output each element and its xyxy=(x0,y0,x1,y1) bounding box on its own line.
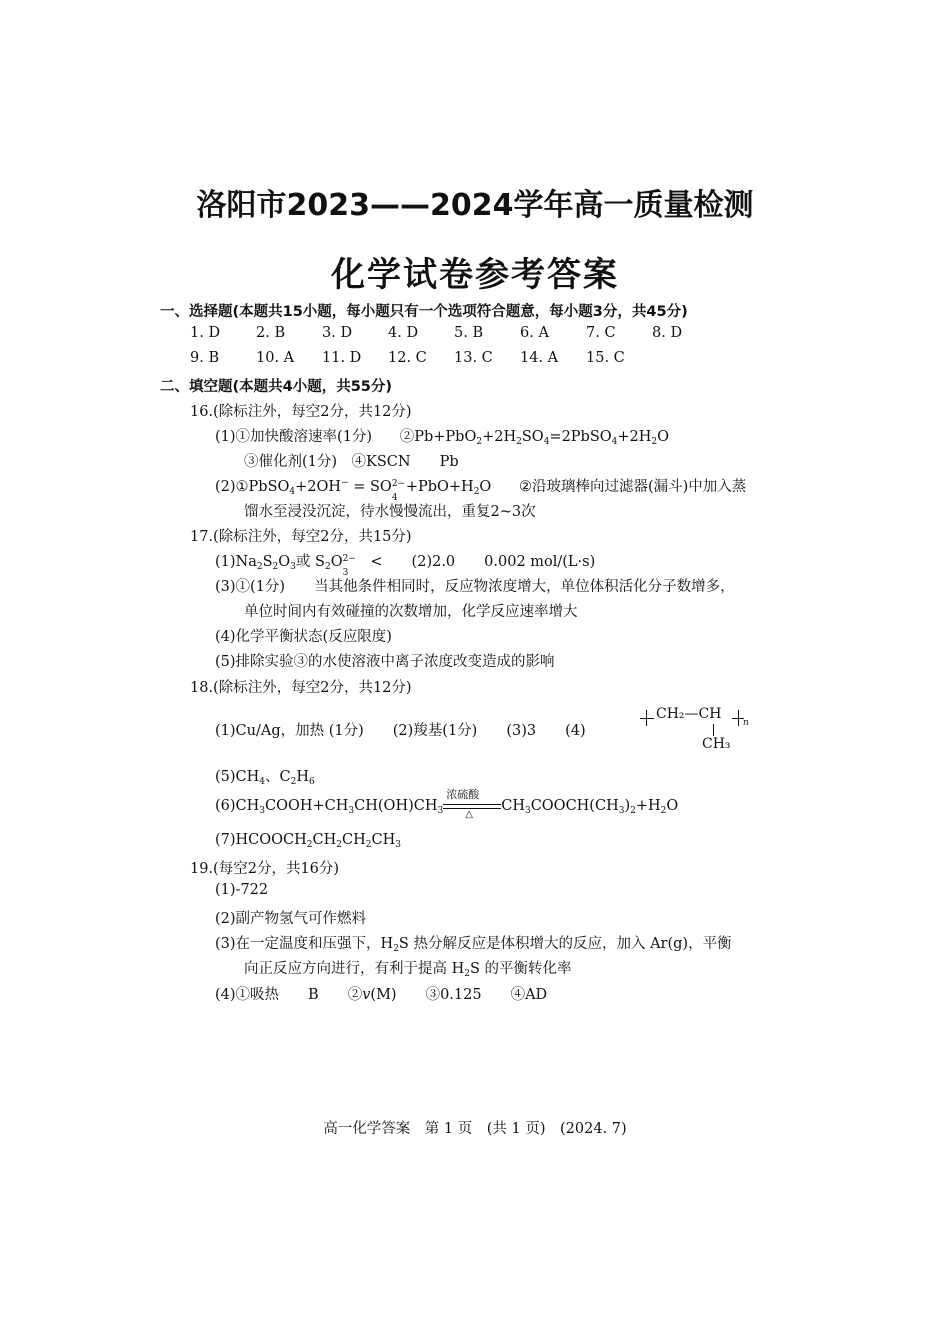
q18-6f: ) xyxy=(624,798,631,814)
q16-1c: +2H xyxy=(482,429,517,445)
q18-6b: COOH+CH xyxy=(265,798,349,814)
q17-1d: 或 S xyxy=(295,554,325,570)
q17-header: 17.(除标注外，每空2分，共15分) xyxy=(190,529,412,545)
q18-line-5: $(5)CH_4$、$C_2H_6$ xyxy=(215,769,315,787)
q16-1f: +2H xyxy=(617,429,652,445)
section-2-header: 二、填空题(本题共4小题，共55分) xyxy=(160,379,393,395)
q19-5b: v xyxy=(362,987,371,1003)
structure-methyl: CH₃ xyxy=(702,736,731,752)
q19-line-4: 向正反应方向进行，有利于提高 $H_2S$ 的平衡转化率 xyxy=(244,961,572,979)
q16-1e: =2PbSO xyxy=(549,429,612,445)
q19-5c: (M) ③0.125 ④AD xyxy=(370,987,548,1003)
q18-5a: (5)CH xyxy=(215,769,260,785)
q17-1b: S xyxy=(262,554,273,570)
q17-line-1: $(1)Na_2S_2O_3$或 $S_2O$ 2− 3 < (2)2.0 0.002 mol/(L·s) xyxy=(215,554,596,578)
q18-7a: (7)HCOOCH xyxy=(215,832,307,848)
q17-1c: O xyxy=(278,554,291,570)
answer-15: 15. C xyxy=(586,350,625,366)
q16-3a: (2)①PbSO xyxy=(215,479,290,495)
structure-n: n xyxy=(743,718,749,728)
q18-6d: CH xyxy=(501,798,525,814)
arrow-heat: △ xyxy=(465,809,473,820)
page-subtitle: 化学试卷参考答案 xyxy=(331,255,619,295)
page-footer: 高一化学答案 第 1 页 (共 1 页) (2024. 7) xyxy=(323,1121,627,1137)
q17-line-5: (5)排除实验③的水使溶液中离子浓度改变造成的影响 xyxy=(215,654,555,670)
answer-row-1 xyxy=(190,325,718,341)
polypropylene-structure xyxy=(640,706,750,756)
page-title: 洛阳市2023——2024学年高一质量检测 xyxy=(196,188,754,223)
q19-line-1: (1)-722 xyxy=(215,882,269,898)
answer-7: 7. C xyxy=(586,325,616,341)
q16-line-1: (1)①加快酸溶速率(1分) $②Pb+PbO_2+2H_2SO_4=2PbSO_4+2H_2O$ xyxy=(215,429,670,447)
q19-header: 19.(每空2分，共16分) xyxy=(190,861,340,877)
q19-4b: S 的平衡转化率 xyxy=(470,961,572,977)
answer-2: 2. B xyxy=(256,325,286,341)
q19-line-2: (2)副产物氢气可作燃料 xyxy=(215,911,367,927)
q17-line-3: 单位时间内有效碰撞的次数增加，化学反应速率增大 xyxy=(244,604,578,620)
section-1-header: 一、选择题(本题共15小题，每小题只有一个选项符合题意，每小题3分，共45分) xyxy=(160,304,688,320)
q16-3c: = SO xyxy=(353,479,392,495)
answer-1: 1. D xyxy=(190,325,221,341)
q16-line-2: ③催化剂(1分) ④KSCN Pb xyxy=(244,454,459,470)
q16-1d: SO xyxy=(521,429,544,445)
q18-5b: 、C xyxy=(265,769,291,785)
q18-line-7: $(7)HCOOCH_2CH_2CH_2CH_3$ xyxy=(215,832,401,850)
q19-3b: S 热分解反应是体积增大的反应，加入 Ar(g)，平衡 xyxy=(398,936,732,952)
answer-13: 13. C xyxy=(454,350,493,366)
q18-header: 18.(除标注外，每空2分，共12分) xyxy=(190,680,412,696)
q16-header: 16.(除标注外，每空2分，共12分) xyxy=(190,404,412,420)
answer-12: 12. C xyxy=(388,350,427,366)
q18-7b: CH xyxy=(312,832,337,848)
q18-line-1: (1)Cu/Ag，加热 (1分) (2)羧基(1分) (3)3 (4) xyxy=(215,723,586,739)
q18-7d: CH xyxy=(371,832,396,848)
q19-line-3: (3)在一定温度和压强下，$H_2S$ 热分解反应是体积增大的反应，加入 Ar(g)，平衡 xyxy=(215,936,732,954)
q16-3d: +PbO+H xyxy=(405,479,474,495)
q18-6g: +H xyxy=(635,798,661,814)
answer-10: 10. A xyxy=(256,350,295,366)
reversible-arrow xyxy=(443,788,501,820)
q19-5a: (4)①吸热 B ② xyxy=(215,987,363,1003)
answer-9: 9. B xyxy=(190,350,220,366)
q17-1e: O xyxy=(330,554,343,570)
q17-line-4: (4)化学平衡状态(反应限度) xyxy=(215,629,392,645)
q16-1b: ②Pb+PbO xyxy=(399,429,477,445)
q16-3b: +2OH xyxy=(295,479,342,495)
q17-1a: (1)Na xyxy=(215,554,257,570)
answer-11: 11. D xyxy=(322,350,362,366)
answer-5: 5. B xyxy=(454,325,484,341)
q19-line-5 xyxy=(215,983,547,1004)
answer-3: 3. D xyxy=(322,325,353,341)
answer-14: 14. A xyxy=(520,350,559,366)
q18-7c: CH xyxy=(342,832,366,848)
q18-6e: COOCH(CH xyxy=(530,798,619,814)
q18-6c: CH(OH)CH xyxy=(354,798,438,814)
q16-line-4: 馏水至浸没沉淀，待水慢慢流出，重复2~3次 xyxy=(244,504,536,520)
q18-6h: O xyxy=(666,798,679,814)
q16-line-3: (2)①PbSO$_4$+2OH− = SO 2− 4 $+PbO+H_2O$ ②沿玻璃棒向过滤器(漏斗)中加入蒸 xyxy=(215,478,747,503)
q16-3e: O xyxy=(479,479,492,495)
q17-line-2: (3)①(1分) 当其他条件相同时，反应物浓度增大，单位体积活化分子数增多， xyxy=(215,579,735,595)
answer-8: 8. D xyxy=(652,325,683,341)
arrow-condition: 浓硫酸 xyxy=(446,788,480,801)
q18-line-6: $(6)CH_3COOH+CH_3CH(OH)CH_3$ 浓硫酸 △ $CH_3COOCH(CH_3)_2+H_2O$ xyxy=(215,788,679,820)
q19-3a: (3)在一定温度和压强下，H xyxy=(215,936,394,952)
q19-4a: 向正反应方向进行，有利于提高 H xyxy=(244,961,465,977)
q16-3f: ②沿玻璃棒向过滤器(漏斗)中加入蒸 xyxy=(518,479,747,495)
q16-1g: O xyxy=(657,429,670,445)
q16-1a: (1)①加快酸溶速率(1分) xyxy=(215,429,373,445)
answer-4: 4. D xyxy=(388,325,419,341)
answer-6: 6. A xyxy=(520,325,549,341)
structure-main-chain: CH₂—CH xyxy=(656,706,722,722)
q18-6a: (6)CH xyxy=(215,798,260,814)
q18-5c: H xyxy=(296,769,310,785)
q17-1f: < (2)2.0 0.002 mol/(L·s) xyxy=(370,554,596,570)
answer-row-2 xyxy=(190,350,652,366)
